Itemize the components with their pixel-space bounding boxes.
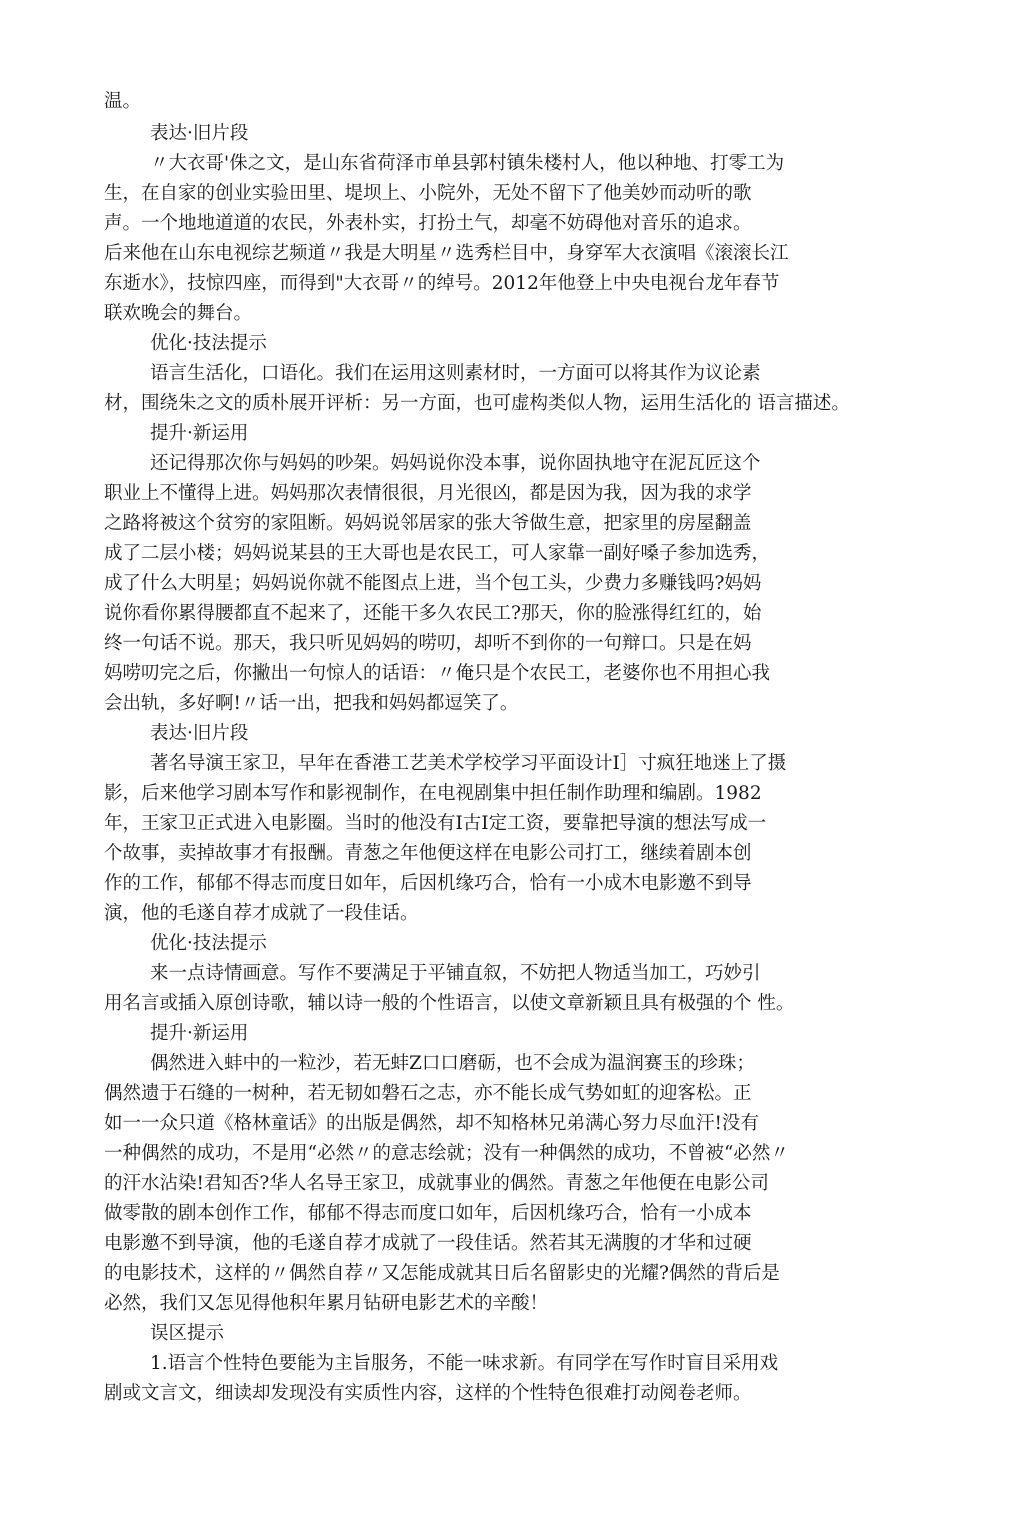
text-line: 成了什么大明星；妈妈说你就不能图点上进，当个包工头，少费力多赚钱吗?妈妈 [104,573,762,594]
text-line: 做零散的剧本创作工作，郁郁不得志而度口如年，后因机缘巧合，恰有一小成本 [104,1203,752,1224]
text-line: 生，在自家的创业实验田里、堤坝上、小院外，无处不留下了他美妙而动听的歌 [104,183,752,204]
text-line: 用名言或插入原创诗歌，辅以诗一般的个性语言，以使文章新颖且具有极强的个 性。 [104,993,795,1014]
text-line: 说你看你累得腰都直不起来了，还能干多久农民工?那天，你的脸涨得红红的，始 [104,603,762,624]
text-line: 的电影技术，这样的〃偶然自荐〃又怎能成就其日后名留影史的光耀?偶然的背后是 [104,1263,780,1284]
text-line: 还记得那次你与妈妈的吵架。妈妈说你没本事，说你固执地守在泥瓦匠这个 [150,453,761,474]
text-line: 之路将被这个贫穷的家阻断。妈妈说邻居家的张大爷做生意，把家里的房屋翻盖 [104,513,752,534]
section-heading: 提升·新运用 [150,1023,249,1044]
text-line: 剧或文言文，细读却发现没有实质性内容，这样的个性特色很难打动阅卷老师。 [104,1383,752,1404]
text-line: 影，后来他学习剧本写作和影视制作，在电视剧集中担任制作助理和编剧。1982 [104,783,762,804]
section-heading: 优化·技法提示 [150,333,267,354]
section-heading: 误区提示 [150,1323,225,1344]
text-line: 职业上不懂得上进。妈妈那次表情很很，月光很凶，都是因为我，因为我的求学 [104,483,752,504]
text-line: 个故事，卖掉故事才有报酬。青葱之年他便这样在电影公司打工，继续着剧本创 [104,843,752,864]
text-line: 演，他的毛遂自荐才成就了一段佳话。 [104,903,419,924]
text-line: 必然，我们又怎见得他积年累月钻研电影艺术的辛酸！ [104,1293,549,1314]
text-line: 偶然遗于石缝的一树种，若无韧如磐石之志，亦不能长成气势如虹的迎客松。正 [104,1083,752,1104]
section-heading: 提升·新运用 [150,423,249,444]
text-line: 偶然进入蚌中的一粒沙，若无蚌Z口口磨砺，也不会成为温润赛玉的珍珠； [150,1053,755,1074]
text-line: 温。 [104,91,142,112]
text-line: 联欢晚会的舞台。 [104,303,253,324]
text-line: 来一点诗情画意。写作不要满足于平铺直叙，不妨把人物适当加工，巧妙引 [150,963,761,984]
text-line: 东逝水》，技惊四座，而得到"大衣哥〃的绰号。2012年他登上中央电视台龙年春节 [104,273,780,294]
text-line: 〃大衣哥'侏之文，是山东省荷泽市单县郭村镇朱楼村人，他以种地、打零工为 [150,153,785,174]
section-heading: 优化·技法提示 [150,933,267,954]
text-line: 材，围绕朱之文的质朴展开评析：另一方面，也可虚构类似人物，运用生活化的 语言描述。 [104,393,850,414]
text-line: 著名导演王家卫，早年在香港工艺美术学校学习平面设计I］寸疯狂地迷上了摄 [150,753,787,774]
text-line: 年，王家卫正式进入电影圈。当时的他没有I古I定工资，要靠把导演的想法写成一 [104,813,767,834]
section-heading: 表达·旧片段 [150,723,249,744]
text-line: 后来他在山东电视综艺频道〃我是大明星〃选秀栏目中，身穿军大衣演唱《滚滚长江 [104,243,789,264]
text-line: 一种偶然的成功，不是用“必然〃的意志绘就；没有一种偶然的成功，不曾被“必然〃 [104,1143,789,1164]
text-line: 作的工作，郁郁不得志而度日如年，后因机缘巧合，恰有一小成木电影邀不到导 [104,873,752,894]
text-line: 语言生活化，口语化。我们在运用这则素材时，一方面可以将其作为议论素 [150,363,761,384]
text-line: 成了二层小楼；妈妈说某县的王大哥也是农民工，可人家靠一副好嗓子参加选秀， [104,543,771,564]
text-line: 会出轨，多好啊!〃话一出，把我和妈妈都逗笑了。 [104,693,519,714]
text-line: 1.语言个性特色要能为主旨服务，不能一味求新。有同学在写作时盲目采用戏 [150,1353,779,1374]
text-line: 如一一众只道《格林童话》的出版是偶然，却不知格林兄弟满心努力尽血汗!没有 [104,1113,759,1134]
text-line: 的汗水沾染!君知否?华人名导王家卫，成就事业的偶然。青葱之年他便在电影公司 [104,1173,769,1194]
section-heading: 表达·旧片段 [150,123,249,144]
text-line: 声。一个地地道道的农民，外表朴实，打扮土气，却毫不妨碍他对音乐的追求。 [104,213,752,234]
text-line: 电影邀不到导演，他的毛遂自荐才成就了一段佳话。然若其无满腹的才华和过硬 [104,1233,752,1254]
text-line: 终一句话不说。那天，我只听见妈妈的唠叨，却听不到你的一句辩口。只是在妈 [104,633,752,654]
text-line: 妈唠叨完之后，你撇出一句惊人的话语：〃俺只是个农民工，老婆你也不用担心我 [104,663,771,684]
